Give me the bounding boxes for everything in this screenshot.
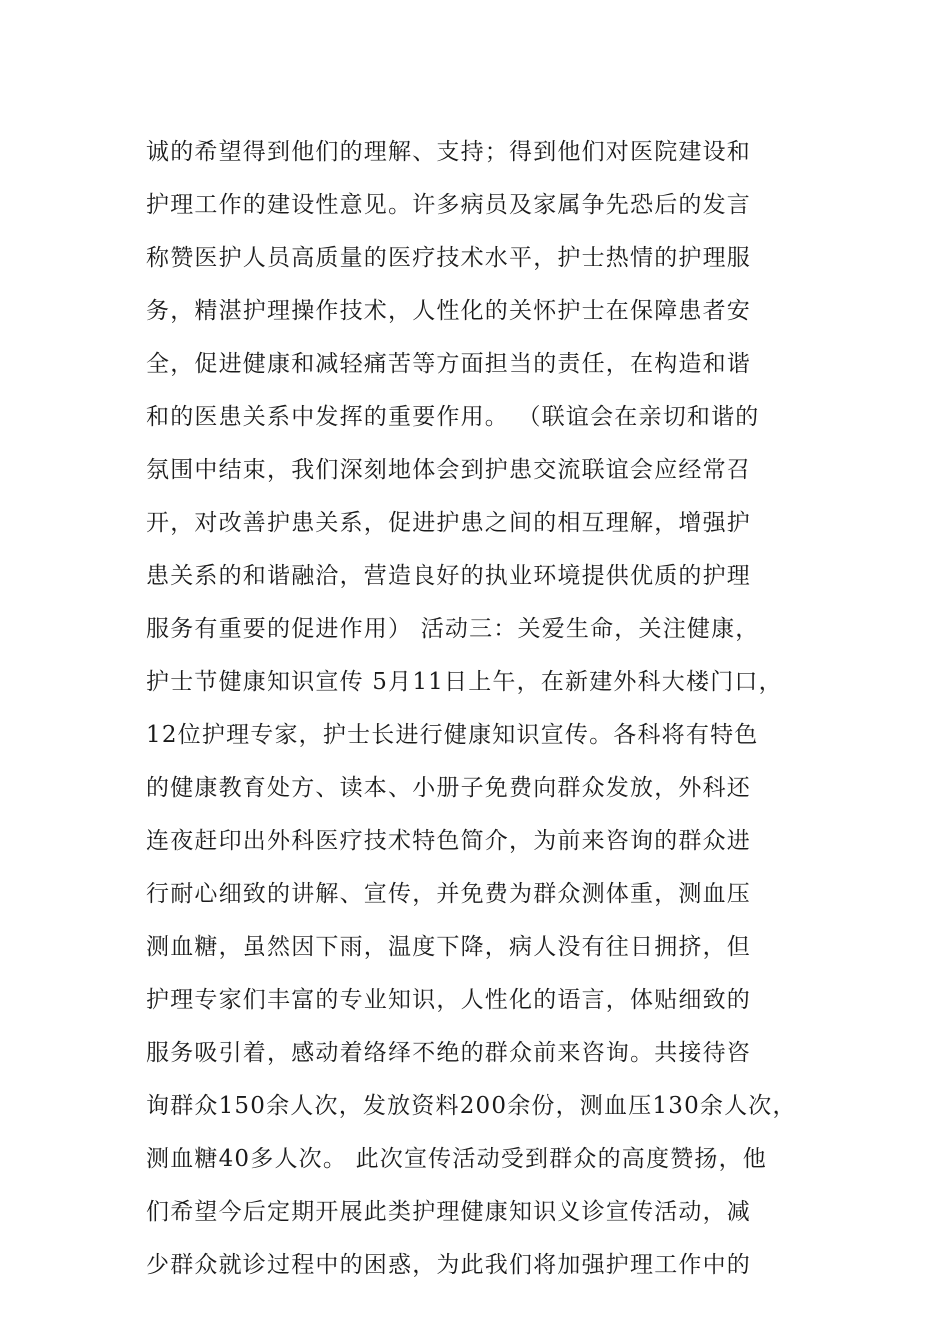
text-line: 测血糖40多人次。 此次宣传活动受到群众的高度赞扬，他 — [146, 1146, 767, 1172]
text-line: 氛围中结束，我们深刻地体会到护患交流联谊会应经常召 — [146, 457, 751, 483]
text-line: 诚的希望得到他们的理解、支持；得到他们对医院建设和 — [146, 139, 751, 165]
text-line: 务，精湛护理操作技术，人性化的关怀护士在保障患者安 — [146, 298, 751, 324]
text-line: 询群众150余人次，发放资料200余份，测血压130余人次， — [146, 1093, 797, 1119]
text-line: 连夜赶印出外科医疗技术特色简介，为前来咨询的群众进 — [146, 828, 751, 854]
body-text — [146, 126, 826, 1292]
text-line: 开，对改善护患关系，促进护患之间的相互理解，增强护 — [146, 510, 751, 536]
text-line: 全，促进健康和减轻痛苦等方面担当的责任，在构造和谐 — [146, 351, 751, 377]
text-line: 12位护理专家，护士长进行健康知识宣传。各科将有特色 — [146, 722, 759, 748]
text-line: 护理工作的建设性意见。许多病员及家属争先恐后的发言 — [146, 192, 751, 218]
text-line: 服务有重要的促进作用） 活动三：关爱生命，关注健康， — [146, 616, 760, 642]
text-line: 护理专家们丰富的专业知识，人性化的语言，体贴细致的 — [146, 987, 751, 1013]
text-line: 称赞医护人员高质量的医疗技术水平，护士热情的护理服 — [146, 245, 751, 271]
text-line: 的健康教育处方、读本、小册子免费向群众发放，外科还 — [146, 775, 751, 801]
text-line: 测血糖，虽然因下雨，温度下降，病人没有往日拥挤，但 — [146, 934, 751, 960]
text-line: 行耐心细致的讲解、宣传，并免费为群众测体重，测血压 — [146, 881, 751, 907]
text-line: 患关系的和谐融洽，营造良好的执业环境提供优质的护理 — [146, 563, 751, 589]
text-line: 少群众就诊过程中的困惑，为此我们将加强护理工作中的 — [146, 1252, 751, 1278]
text-line: 们希望今后定期开展此类护理健康知识义诊宣传活动，减 — [146, 1199, 751, 1225]
text-line: 服务吸引着，感动着络绎不绝的群众前来咨询。共接待咨 — [146, 1040, 751, 1066]
text-line: 护士节健康知识宣传 5月11日上午，在新建外科大楼门口， — [146, 669, 783, 695]
text-line: 和的医患关系中发挥的重要作用。 （联谊会在亲切和谐的 — [146, 404, 760, 430]
